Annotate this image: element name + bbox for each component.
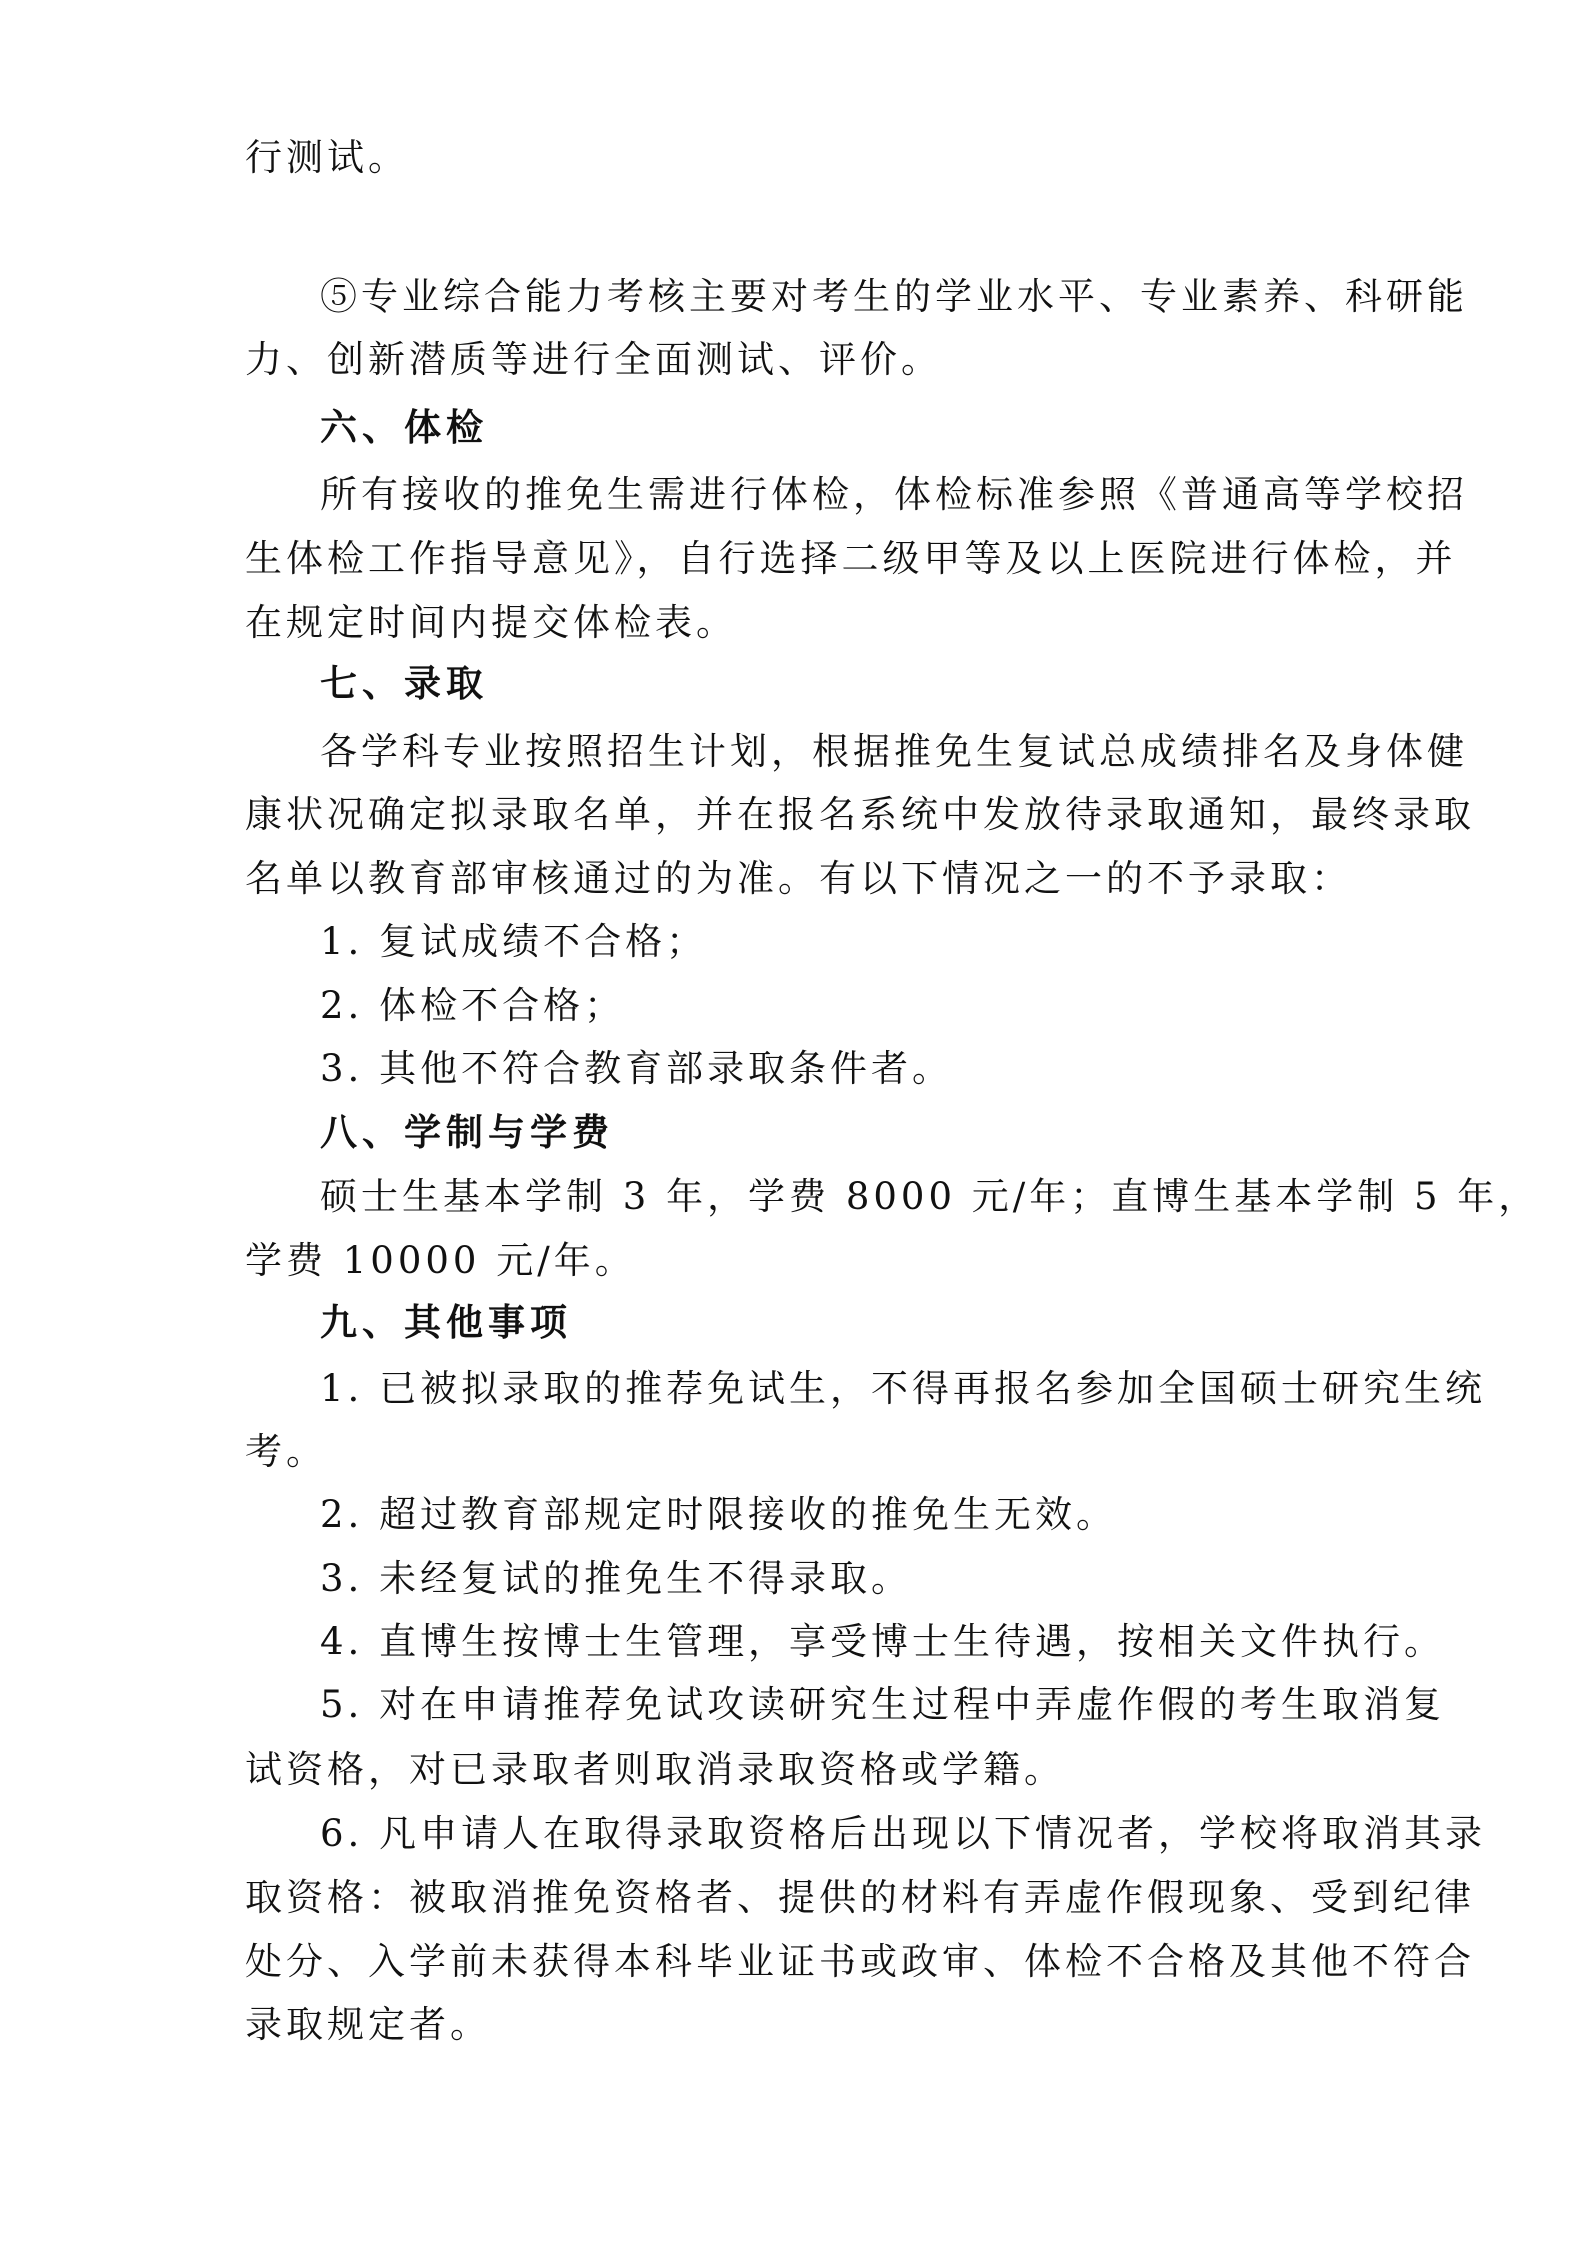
- text-line: 试资格，对已录取者则取消录取资格或学籍。: [245, 1748, 1065, 1791]
- section-heading: 七、录取: [320, 662, 488, 705]
- text-line: 学费 10000 元/年。: [245, 1239, 636, 1282]
- text-line: 硕士生基本学制 3 年，学费 8000 元/年；直博生基本学制 5 年，: [320, 1175, 1540, 1218]
- text-line: 3. 未经复试的推免生不得录取。: [320, 1557, 913, 1600]
- text-line: ⑤专业综合能力考核主要对考生的学业水平、专业素养、科研能: [320, 275, 1468, 318]
- text-line: 2. 体检不合格；: [320, 984, 626, 1027]
- text-line: 处分、入学前未获得本科毕业证书或政审、体检不合格及其他不符合: [245, 1940, 1475, 1983]
- text-line: 1. 已被拟录取的推荐免试生，不得再报名参加全国硕士研究生统: [320, 1367, 1487, 1410]
- text-line: 生体检工作指导意见》，自行选择二级甲等及以上医院进行体检，并: [245, 537, 1457, 580]
- section-heading: 六、体检: [320, 406, 488, 449]
- text-line: 2. 超过教育部规定时限接收的推免生无效。: [320, 1493, 1118, 1536]
- text-line: 5. 对在申请推荐免试攻读研究生过程中弄虚作假的考生取消复: [320, 1683, 1446, 1726]
- section-heading: 九、其他事项: [320, 1301, 572, 1344]
- text-line: 6. 凡申请人在取得录取资格后出现以下情况者，学校将取消其录: [320, 1812, 1487, 1855]
- text-line: 取资格：被取消推免资格者、提供的材料有弄虚作假现象、受到纪律: [245, 1876, 1475, 1919]
- text-line: 在规定时间内提交体检表。: [245, 601, 737, 644]
- text-line: 所有接收的推免生需进行体检，体检标准参照《普通高等学校招: [320, 473, 1468, 516]
- text-line: 康状况确定拟录取名单，并在报名系统中发放待录取通知，最终录取: [245, 793, 1475, 836]
- text-line: 录取规定者。: [245, 2003, 491, 2046]
- text-line: 行测试。: [245, 136, 409, 179]
- text-line: 4. 直博生按博士生管理，享受博士生待遇，按相关文件执行。: [320, 1620, 1446, 1663]
- text-line: 3. 其他不符合教育部录取条件者。: [320, 1047, 954, 1090]
- section-heading: 八、学制与学费: [320, 1111, 614, 1154]
- text-line: 各学科专业按照招生计划，根据推免生复试总成绩排名及身体健: [320, 730, 1468, 773]
- text-line: 考。: [245, 1430, 327, 1473]
- text-line: 力、创新潜质等进行全面测试、评价。: [245, 338, 942, 381]
- text-line: 名单以教育部审核通过的为准。有以下情况之一的不予录取：: [245, 857, 1352, 900]
- text-line: 1. 复试成绩不合格；: [320, 920, 708, 963]
